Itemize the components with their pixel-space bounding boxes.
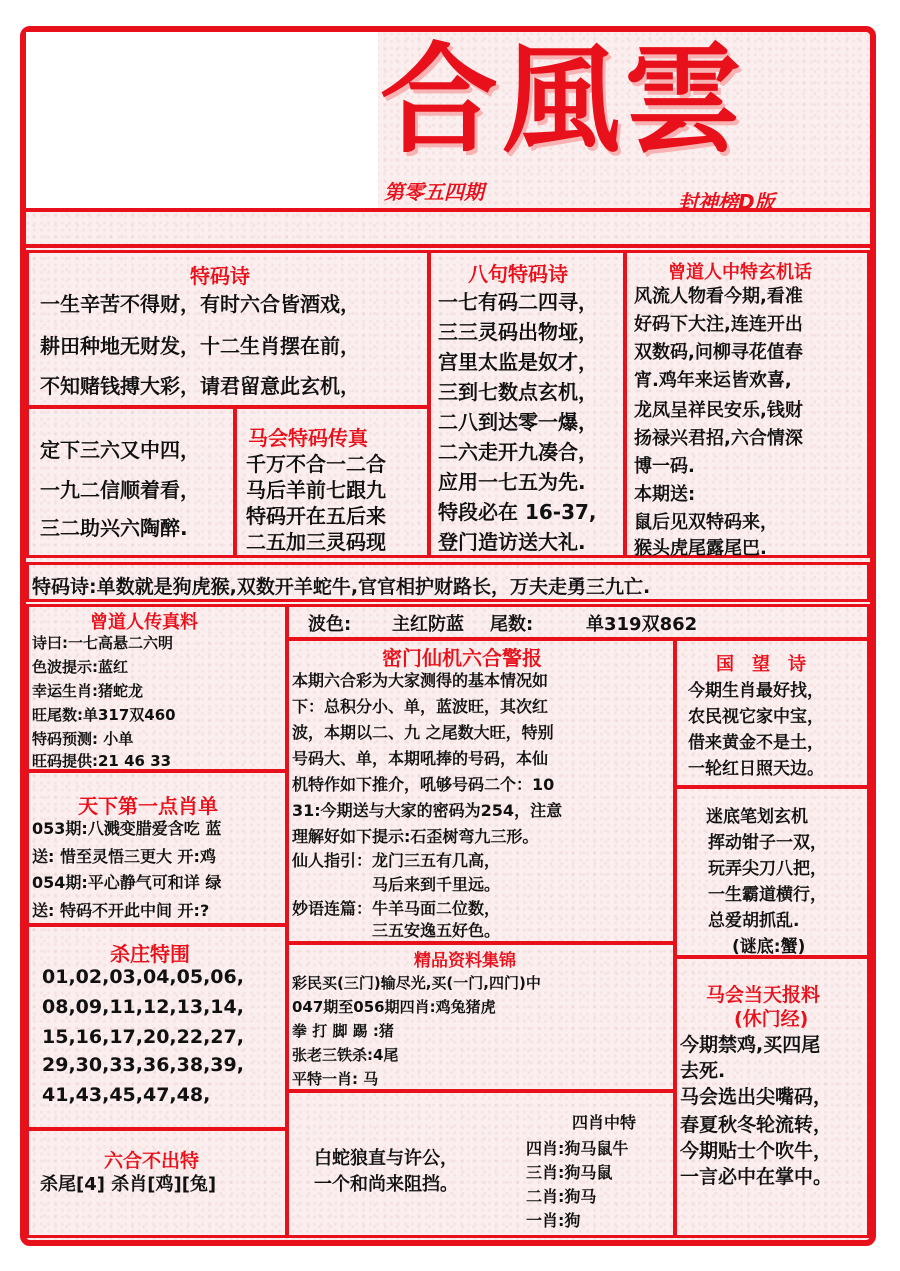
riddle-line: 玩弄尖刀八把， xyxy=(708,859,827,879)
guowang-line: 农民视它家中宝， xyxy=(688,707,824,727)
eight-lines-line: 一七有码二四寻， xyxy=(438,290,598,314)
guowang-line: 一轮红日照天边。 xyxy=(688,759,824,779)
guowang-line: 借来黄金不是土， xyxy=(688,733,824,753)
mahui-today-title: 马会当天报料 xyxy=(706,984,821,1006)
zeng-fax-line: 色波提示:蓝红 xyxy=(32,658,128,676)
mahui-today-line: 今期禁鸡,买四尾 xyxy=(680,1034,821,1056)
shazhuang-line: 15,16,17,20,22,27, xyxy=(42,1026,244,1048)
tema-poem-line: 定下三六又中四， xyxy=(40,438,200,462)
tianxia-title: 天下第一点肖单 xyxy=(78,794,218,818)
sixiao-line: 二肖:狗马 xyxy=(526,1187,597,1206)
zeng-xuanji-line: 好码下大注,连连开出 xyxy=(634,314,803,335)
tianxia-line: 送: 惜至灵悟三更大 开:鸡 xyxy=(32,847,216,866)
mimen-line: 机特作如下推介，吼够号码二个：10 xyxy=(292,775,555,794)
zeng-xuanji-title: 曾道人中特玄机话 xyxy=(668,262,812,283)
eight-lines-title: 八句特码诗 xyxy=(468,262,568,286)
tianxia-line: 054期:平心静气可和详 绿 xyxy=(32,873,222,892)
shazhuang-line: 41,43,45,47,48, xyxy=(42,1084,211,1106)
buchu-title: 六合不出特 xyxy=(104,1150,200,1172)
riddle-line: 挥动钳子一双， xyxy=(708,833,827,853)
baishe-line: 一个和尚来阻挡。 xyxy=(314,1174,458,1195)
mahui-fax-line: 马后羊前七跟九 xyxy=(246,478,386,502)
jingpin-line: 拳 打 脚 踢 :猪 xyxy=(292,1022,394,1040)
mahui-today-line: 去死. xyxy=(680,1060,726,1082)
eight-lines-line: 应用一七五为先. xyxy=(438,470,586,494)
eight-lines-line: 二八到达零一爆， xyxy=(438,410,598,434)
mahui-today-line: 今期贴士个吹牛， xyxy=(680,1140,833,1162)
jingpin-line: 平特一肖: 马 xyxy=(292,1070,379,1088)
tema-poem-title: 特码诗 xyxy=(190,264,250,288)
tianxia-line: 送: 特码不开此中间 开:? xyxy=(32,901,210,920)
riddle-line: 迷底笔划玄机 xyxy=(706,807,808,827)
header-bottom-rule-2 xyxy=(20,244,876,248)
tianxia-line: 053期:八溅变腊爱含吃 蓝 xyxy=(32,819,222,838)
mimen-line: 马后来到千里远。 xyxy=(292,875,501,894)
eight-lines-line: 三三灵码出物垭， xyxy=(438,320,598,344)
sixiao-line: 一肖:狗 xyxy=(526,1211,581,1230)
wave-box xyxy=(286,604,870,640)
zeng-xuanji-line: 博一码. xyxy=(634,456,695,477)
zeng-xuanji-line: 龙凤呈祥民安乐,钱财 xyxy=(634,400,803,421)
jingpin-line: 047期至056期四肖:鸡兔猪虎 xyxy=(292,998,496,1016)
mahui-fax-line: 二五加三灵码现 xyxy=(246,530,386,554)
guowang-line: 今期生肖最好找， xyxy=(688,681,824,701)
buchu-line: 杀尾[4] 杀肖[鸡][兔] xyxy=(40,1174,217,1195)
shazhuang-title: 杀庄特围 xyxy=(110,942,190,966)
mimen-line: 三五安逸五好色。 xyxy=(292,921,501,940)
banner-text: 特码诗:单数就是狗虎猴,双数开羊蛇牛,官官相护财路长，万夫走勇三九亡. xyxy=(32,576,651,598)
mahui-today-line: 春夏秋冬轮流转， xyxy=(680,1114,833,1136)
mahui-fax-line: 特码开在五后来 xyxy=(246,504,386,528)
wave-value: 主红防蓝 xyxy=(392,614,464,635)
sixiao-line: 四肖:狗马鼠牛 xyxy=(526,1139,629,1158)
mahui-today-line: 马会选出尖嘴码， xyxy=(680,1086,833,1108)
header-bottom-rule xyxy=(20,208,876,248)
tema-poem-line: 一九二信顺着看， xyxy=(40,478,200,502)
zeng-fax-line: 特码预测: 小单 xyxy=(32,730,134,748)
zeng-fax-line: 诗曰:一七高悬二六明 xyxy=(32,634,173,652)
eight-lines-line: 宫里太监是奴才， xyxy=(438,350,598,374)
shazhuang-line: 08,09,11,12,13,14, xyxy=(42,996,244,1018)
tail-label: 尾数: xyxy=(490,614,534,635)
issue-number: 第零五四期 xyxy=(384,180,484,204)
shazhuang-line: 01,02,03,04,05,06, xyxy=(42,966,244,988)
zeng-xuanji-line: 鼠后见双特码来， xyxy=(634,512,778,533)
zeng-fax-line: 旺码提供:21 46 33 xyxy=(32,752,172,770)
riddle-answer: (谜底:蟹) xyxy=(732,937,806,957)
riddle-line: 总爱胡抓乱. xyxy=(708,911,800,931)
mimen-line: 波，本期以二、九 之尾数大旺，特别 xyxy=(292,723,554,742)
mimen-line: 理解好如下提示:石歪树弯九三形。 xyxy=(292,827,539,846)
mimen-line: 仙人指引：龙门三五有几高， xyxy=(292,851,501,870)
mimen-line: 妙语连篇：牛羊马面二位数， xyxy=(292,899,501,918)
mahui-fax-line: 千万不合一二合 xyxy=(246,452,386,476)
jingpin-line: 张老三铁杀:4尾 xyxy=(292,1046,399,1064)
zeng-xuanji-line: 猴头虎尾露尾巴. xyxy=(634,538,767,559)
masthead-title: 合風雲 xyxy=(380,30,747,169)
zeng-xuanji-line: 宵.鸡年来运皆欢喜, xyxy=(634,370,792,391)
sixiao-title: 四肖中特 xyxy=(572,1113,637,1132)
tema-poem-line: 三二助兴六陶醉. xyxy=(40,516,188,540)
edition-label: 封神榜D版 xyxy=(678,190,775,214)
mimen-line: 下：总积分小、单，蓝波旺，其次红 xyxy=(292,697,549,716)
mimen-line: 31:今期送与大家的密码为254，注意 xyxy=(292,801,563,820)
shazhuang-line: 29,30,33,36,38,39, xyxy=(42,1054,244,1076)
zeng-fax-line: 旺尾数:单317双460 xyxy=(32,706,176,724)
mimen-line: 本期六合彩为大家测得的基本情况如 xyxy=(292,671,549,690)
mimen-title: 密门仙机六合警报 xyxy=(382,646,542,670)
riddle-line: 一生霸道横行， xyxy=(708,885,827,905)
tema-poem-line: 不知赌钱搏大彩，请君留意此玄机， xyxy=(40,374,360,398)
guowang-title: 国 望 诗 xyxy=(716,654,806,675)
zeng-fax-line: 幸运生肖:猪蛇龙 xyxy=(32,682,143,700)
eight-lines-line: 特段必在 16-37, xyxy=(438,500,597,524)
zeng-xuanji-line: 扬禄兴君招,六合情深 xyxy=(634,428,803,449)
tail-value: 单319双862 xyxy=(586,614,698,635)
mahui-today-line: 一言必中在掌中。 xyxy=(680,1166,833,1188)
mahui-fax-title: 马会特码传真 xyxy=(248,426,368,450)
mimen-line: 号码大、单，本期吼捧的号码，本仙 xyxy=(292,749,549,768)
mahui-today-subtitle: (休门经) xyxy=(734,1008,809,1030)
zeng-xuanji-line: 双数码,问柳寻花值春 xyxy=(634,342,803,363)
baishe-line: 白蛇狼直与许公， xyxy=(314,1148,458,1169)
jingpin-title: 精品资料集锦 xyxy=(414,951,516,971)
eight-lines-line: 三到七数点玄机， xyxy=(438,380,598,404)
eight-lines-line: 登门造访送大礼. xyxy=(438,530,586,554)
tema-poem-line: 耕田种地无财发，十二生肖摆在前， xyxy=(40,334,360,358)
zeng-xuanji-line: 本期送: xyxy=(634,484,696,505)
eight-lines-line: 二六走开九凑合， xyxy=(438,440,598,464)
sixiao-line: 三肖:狗马鼠 xyxy=(526,1163,613,1182)
header-cover xyxy=(26,32,378,210)
jingpin-line: 彩民买(三门)输尽光,买(一门,四门)中 xyxy=(292,974,541,992)
wave-label: 波色: xyxy=(308,614,352,635)
zeng-xuanji-line: 风流人物看今期,看准 xyxy=(634,286,803,307)
tema-poem-line: 一生辛苦不得财，有时六合皆酒戏， xyxy=(40,292,360,316)
zeng-fax-title: 曾道人传真料 xyxy=(90,612,198,633)
